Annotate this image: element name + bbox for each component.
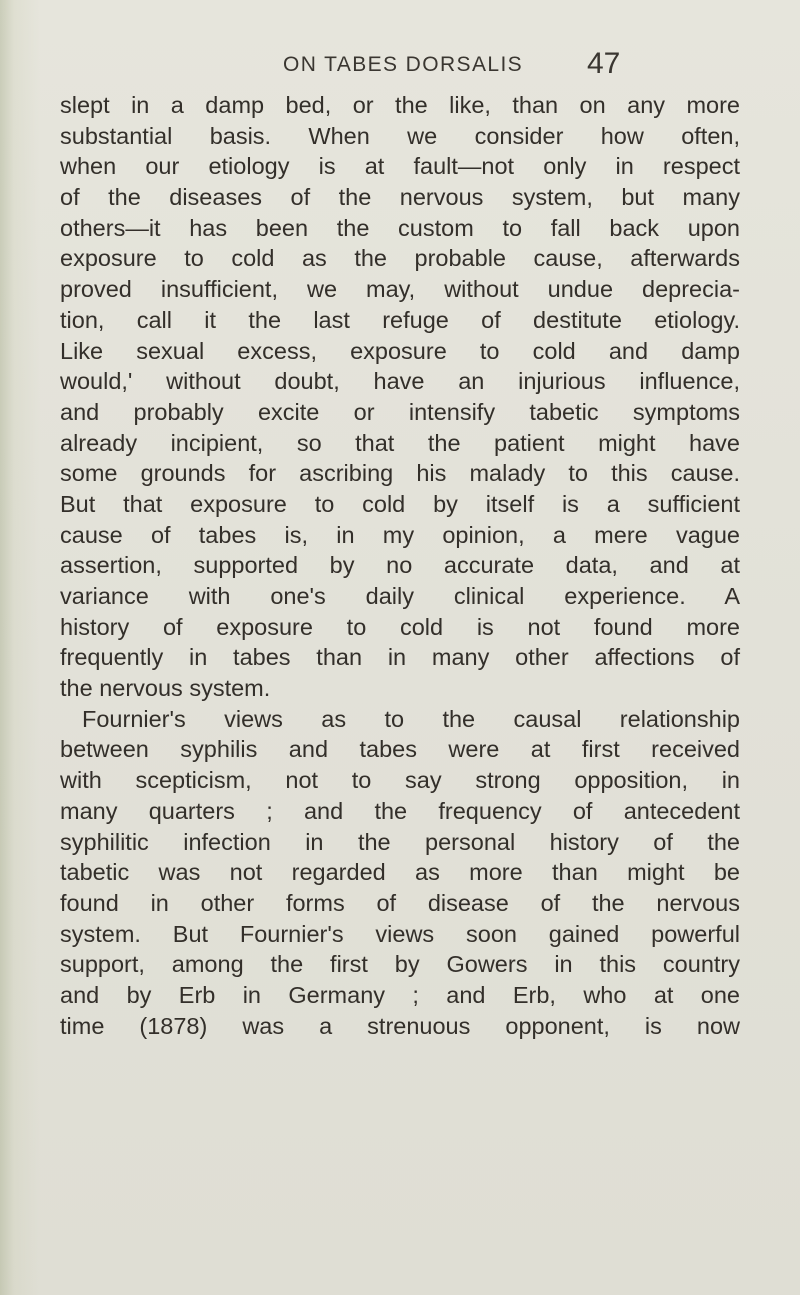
text-line: Like sexual excess, exposure to cold and damp (60, 337, 740, 364)
text-line: already incipient, so that the patient might have (60, 429, 740, 456)
text-line: and by Erb in Germany ; and Erb, who at one (60, 981, 740, 1008)
text-line: frequently in tabes than in many other affections of (60, 644, 740, 671)
text-line: tabetic was not regarded as more than might be (60, 859, 740, 886)
text-line: syphilitic infection in the personal history of the (60, 828, 740, 855)
text-line: history of exposure to cold is not found more (60, 613, 740, 640)
text-line: when our etiology is at fault—not only in respect (60, 153, 740, 180)
running-title: ON TABES DORSALIS (283, 53, 524, 76)
text-line: time (1878) was a strenuous opponent, is now (60, 1012, 740, 1039)
paragraph-start-line: Fournier's views as to the causal relationship (82, 705, 740, 732)
text-line: system. But Fournier's views soon gained powerful (60, 920, 740, 947)
text-line: of the diseases of the nervous system, but many (60, 184, 740, 211)
paragraph-end-line: the nervous system. (60, 675, 271, 702)
text-line: between syphilis and tabes were at first received (60, 736, 740, 763)
text-line: tion, call it the last refuge of destitute etiology. (60, 306, 740, 333)
text-line: But that exposure to cold by itself is a sufficient (60, 490, 740, 517)
text-line: and probably excite or intensify tabetic symptoms (60, 398, 740, 425)
text-line: support, among the first by Gowers in this country (60, 951, 740, 978)
text-line: others—it has been the custom to fall back upon (60, 214, 740, 241)
text-line: cause of tabes is, in my opinion, a mere vague (60, 521, 740, 548)
page-number: 47 (587, 47, 621, 80)
text-line: many quarters ; and the frequency of antecedent (60, 797, 740, 824)
text-line: some grounds for ascribing his malady to this cause. (60, 460, 740, 487)
text-line: proved insufficient, we may, without undue deprecia- (60, 276, 740, 303)
text-line: slept in a damp bed, or the like, than on any more (60, 92, 740, 118)
text-line: would,' without doubt, have an injurious influence, (60, 368, 740, 395)
text-line: found in other forms of disease of the nervous (60, 889, 740, 916)
text-line: substantial basis. When we consider how often, (60, 122, 740, 149)
text-line: with scepticism, not to say strong opposition, in (60, 767, 740, 794)
body-text (60, 90, 740, 1041)
running-head (0, 47, 800, 79)
text-line: exposure to cold as the probable cause, afterwards (60, 245, 740, 272)
text-line: variance with one's daily clinical experience. A (60, 583, 740, 609)
text-line: assertion, supported by no accurate data, and at (60, 552, 740, 579)
